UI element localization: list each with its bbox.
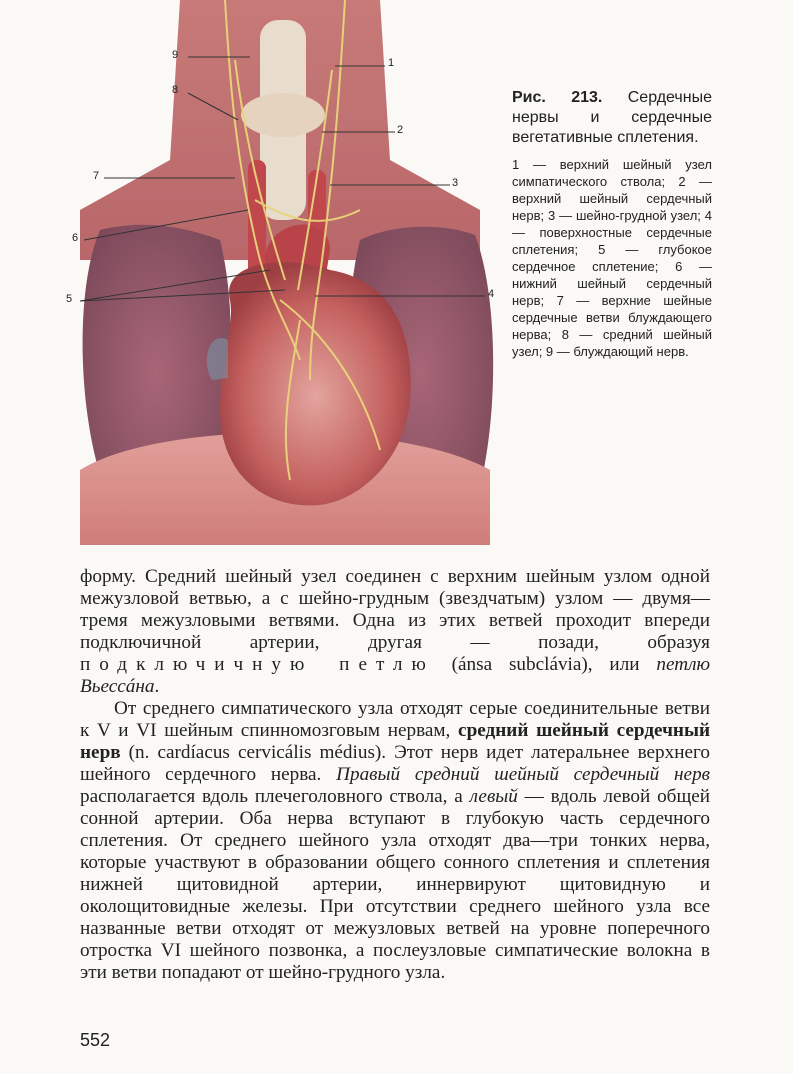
figure-title: Сердечные нервы и сердечные вегетативные сплетения. xyxy=(512,89,712,146)
callout-9: 9 xyxy=(172,49,179,61)
figure-label: Рис. 213. xyxy=(512,89,603,106)
caption-title xyxy=(512,88,712,148)
anatomy-figure xyxy=(60,0,500,545)
paragraph-1: форму. Средний шейный узел соединен с верхним шейным узлом одной межузловой ветвью, а с шейно-грудным (звездчатым) узлом — двумя—тремя межузловыми ветвями. Одна из этих ветвей проходит впереди подключичной артерии, другая — позади, образуя подключичную петлю (ánsa subclávia), или петлю Вьессáна. xyxy=(80,566,710,697)
italic-term: петлю Вьессáна xyxy=(80,654,710,697)
bold-term: средний шейный сердечный нерв xyxy=(80,720,710,763)
page-number: 552 xyxy=(80,1030,111,1050)
callout-6: 6 xyxy=(72,232,79,244)
heart-nerves-illustration xyxy=(60,0,500,545)
callout-1: 1 xyxy=(388,57,395,69)
callout-7: 7 xyxy=(93,170,100,182)
callout-2: 2 xyxy=(397,124,404,136)
callout-8: 8 xyxy=(172,84,179,96)
spaced-term: подключичную петлю xyxy=(80,654,435,675)
italic-term-left: левый xyxy=(469,786,518,807)
body-text xyxy=(80,566,710,984)
caption-legend: 1 — верхний шейный узел симпатического ствола; 2 — верхний шейный сердечный нерв; 3 — шейно-грудной узел; 4 — поверхностные сердечные сплетения; 5 — глубокое сердечное сплетение; 6 — нижний шейный сердечный нерв; 7 — верхние шейные сердечные ветви блуждающего нерва; 8 — средний шейный узел; 9 — блуждающий нерв. xyxy=(512,157,712,359)
figure-caption xyxy=(512,88,712,360)
callout-4: 4 xyxy=(488,288,495,300)
callout-3: 3 xyxy=(452,177,459,189)
paragraph-2: От среднего симпатического узла отходят серые соединительные ветви к V и VI шейным спинномозговым нервам, средний шейный сердечный нерв (n. cardíacus cervicális médius). Этот нерв идет латеральнее верхнего шейного сердечного нерва. Правый средний шейный сердечный нерв располагается вдоль плечеголовного ствола, а левый — вдоль левой общей сонной артерии. Оба нерва вступают в глубокую часть сердечного сплетения. От среднего шейного узла отходят два—три тонких нерва, которые участвуют в образовании общего сонного сплетения и сплетения нижней щитовидной артерии, иннервируют щитовидную и околощитовидные железы. При отсутствии среднего шейного узла все названные ветви отходят от межузловых ветвей на уровне поперечного отростка VI шейного позвонка, а послеузловые симпатические волокна в эти ветви попадают от шейно-грудного узла. xyxy=(80,698,711,983)
italic-term-right: Правый средний шейный сердечный нерв xyxy=(336,764,710,785)
callout-5: 5 xyxy=(66,293,73,305)
thyroid xyxy=(241,93,325,137)
